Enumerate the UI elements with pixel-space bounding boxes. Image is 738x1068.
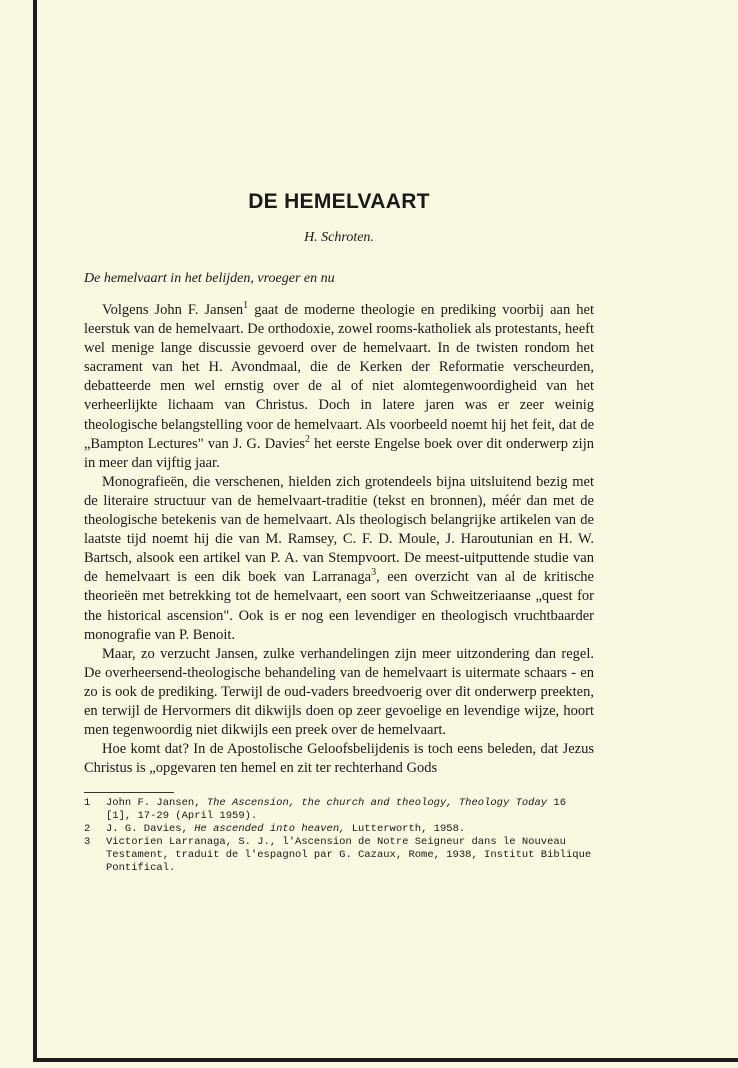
paragraph-1: Volgens John F. Jansen$^1$ gaat de moderne theologie en prediking voorbij aan het leerstuk van de hemelvaart. De orthodoxie, zowel rooms-katholiek als protestants, heeft wel menige lange discussie gevoerd over de hemelvaart. In de twisten rondom het sacrament van het H. Avondmaal, die de Kerken der Reformatie verscheurden, debatteerde men wel ernstig over de al of niet alomtegenwoordigheid van het verheerlijkte lichaam van Christus. Doch in latere jaren was er zeer weinig theologische belangstelling voor de hemelvaart. Als voorbeeld noemt hij het feit, dat de „Bampton Lectures" van J. G. Davies$^2$ het eerste Engelse boek over dit onderwerp zijn in meer dan vijftig jaar. xyxy=(84,300,594,471)
page-edge-left xyxy=(33,0,37,1060)
document-page xyxy=(84,190,594,875)
footnote-text: Victorien Larranaga, S. J., l'Ascension de Notre Seigneur dans le Nouveau Testament, traduit de l'espagnol par G. Cazaux, Rome, 1938, Institut Biblique Pontifical. xyxy=(106,836,592,875)
page-edge-bottom xyxy=(33,1058,738,1062)
footnote-ref-1[interactable]: 1 xyxy=(243,300,249,312)
footnote-separator xyxy=(84,792,174,793)
article-title: DE HEMELVAART xyxy=(248,190,430,213)
footnote-number: 1 xyxy=(84,797,91,810)
paragraph-3: Maar, zo verzucht Jansen, zulke verhandelingen zijn meer uitzondering dan regel. De overheersend-theologische behandeling van de hemelvaart is uitermate schaars - en zo is ook de prediking. Terwijl de oud-vaders breedvoerig over dit onderwerp preekten, en terwijl de Hervormers dit dikwijls doen op zeer gevoelige en levendige wijze, hoort men tegenwoordig niet dikwijls een preek over de hemelvaart. xyxy=(84,645,594,739)
footnotes xyxy=(84,797,594,875)
footnote-ref-3[interactable]: 3 xyxy=(371,567,377,579)
body-text xyxy=(84,301,594,778)
footnote-ref-2[interactable]: 2 xyxy=(304,433,310,445)
footnote-number: 3 xyxy=(84,836,91,849)
section-heading: De hemelvaart in het belijden, vroeger en nu xyxy=(84,271,335,286)
paragraph-4: Hoe komt dat? In de Apostolische Geloofsbelijdenis is toch eens beleden, dat Jezus Christus is „opgevaren ten hemel en zit ter rechterhand Gods xyxy=(84,741,594,777)
footnote-2 xyxy=(84,823,594,836)
footnote-3 xyxy=(84,836,594,875)
footnote-text: J. G. Davies, He ascended into heaven, Lutterworth, 1958. xyxy=(106,823,466,836)
footnote-text: John F. Jansen, The Ascension, the church and theology, Theology Today 16 [1], 17-29 (April 1959). xyxy=(106,797,566,823)
footnote-1 xyxy=(84,797,594,823)
paragraph-2: Monografieën, die verschenen, hielden zich grotendeels bijna uitsluitend bezig met de literaire structuur van de hemelvaart-traditie (tekst en bronnen), méér dan met de theologische betekenis van de hemelvaart. Als theologisch belangrijke artikelen van de laatste tijd noemt hij die van M. Ramsey, C. F. D. Moule, J. Haroutunian en H. W. Bartsch, alsook een artikel van P. A. van Stempvoort. De meest-uitputtende studie van de hemelvaart is een dik boek van Larranaga$^3$, een overzicht van al de kritische theorieën met betrekking tot de hemelvaart, een soort van Schweitzeriaanse „quest for the historical ascension". Ook is er nog een levendiger en theologisch vruchtbaarder monografie van P. Benoit. xyxy=(84,473,594,643)
article-author: H. Schroten. xyxy=(304,230,374,245)
footnote-number: 2 xyxy=(84,823,91,836)
